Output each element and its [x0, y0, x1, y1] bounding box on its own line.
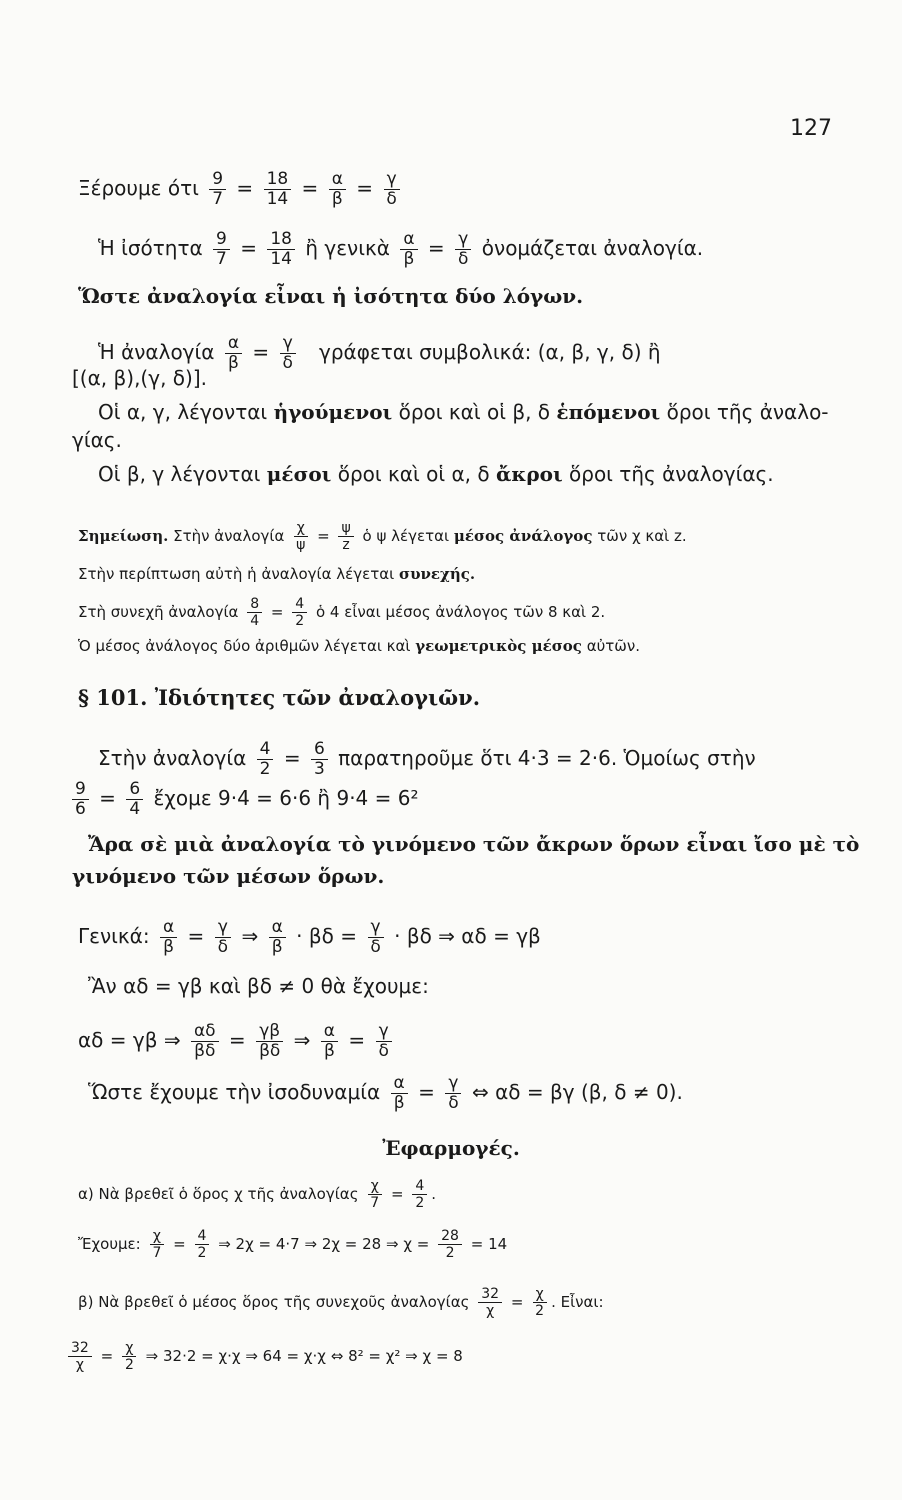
text-run: ⇒	[241, 924, 259, 948]
line-leading-terms	[98, 400, 829, 424]
fraction-denominator: 2	[535, 1303, 545, 1319]
text-run: β) Νὰ βρεθεῖ ὁ μέσος ὅρος τῆς συνεχοῦς ἀναλογίας	[78, 1293, 470, 1311]
text-run: = 14	[470, 1235, 508, 1253]
fraction-denominator: δ	[378, 1041, 389, 1061]
fraction-numerator: γ	[455, 230, 471, 250]
text-run: γεωμετρικὸς μέσος	[415, 637, 582, 655]
application-a-solution: Ἔχουμε: $\frac{\chi}{7}$ = $\frac{4}{2}$ ⇒ 2χ = 4·7 ⇒ 2χ = 28 ⇒ χ = $\frac{28}{2}$ = 14	[78, 1228, 508, 1261]
text-run: συνεχής.	[399, 565, 476, 583]
fraction-numerator: 32	[478, 1286, 502, 1303]
fraction	[455, 230, 471, 269]
fraction-numerator: 4	[195, 1228, 210, 1245]
text-run: .	[431, 1185, 437, 1203]
text-run: . Εἶναι:	[551, 1293, 604, 1311]
fraction-numerator: γ	[368, 918, 384, 938]
fraction-denominator: β	[163, 937, 174, 957]
fraction	[160, 918, 177, 957]
fraction	[264, 170, 292, 209]
fraction-numerator: α	[225, 334, 242, 354]
definition-statement: Ὥστε ἀναλογία εἶναι ἡ ἰσότητα δύο λόγων.	[78, 284, 584, 308]
fraction	[391, 1074, 408, 1113]
text-run: ὅροι τῆς ἀναλογίας.	[569, 462, 774, 486]
section-heading: § 101. Ἰδιότητες τῶν ἀναλογιῶν.	[78, 685, 481, 710]
fraction-denominator: 4	[129, 799, 141, 819]
fraction-denominator: z	[342, 537, 350, 553]
text-run: Στὴν ἀναλογία	[173, 527, 285, 545]
text-run: ἑπόμενοι	[556, 400, 661, 424]
line-equivalence: Ὥστε ἔχουμε τὴν ἰσοδυναμία $\frac{\alpha}{\beta}$ = $\frac{\gamma}{\delta}$ ⇔ αδ = βγ (β, δ ≠ 0).	[88, 1073, 683, 1113]
fraction-numerator: 32	[68, 1340, 92, 1357]
text-run: ὅροι τῆς ἀναλο-	[666, 400, 829, 424]
fraction-denominator: 2	[197, 1245, 207, 1261]
application-b-solution: $\frac{32}{\chi}$ = $\frac{\chi}{2}$ ⇒ 32·2 = χ·χ ⇒ 64 = χ·χ ⇔ 8² = χ² ⇒ χ = 8	[64, 1340, 463, 1373]
fraction	[122, 1340, 137, 1373]
fraction-numerator: χ	[368, 1178, 382, 1195]
fraction	[72, 780, 89, 819]
fraction	[209, 170, 226, 209]
fraction-denominator: δ	[458, 249, 469, 269]
fraction-denominator: 4	[250, 613, 260, 629]
fraction	[280, 334, 296, 373]
line-continuous-example: Στὴ συνεχῆ ἀναλογία $\frac{8}{4}$ = $\frac{4}{2}$ ὁ 4 εἶναι μέσος ἀνάλογος τῶν 8 καὶ 2.	[78, 596, 606, 629]
fraction	[68, 1340, 92, 1373]
fraction-numerator: γ	[280, 334, 296, 354]
fraction	[383, 170, 399, 209]
fraction-numerator: 18	[267, 230, 295, 250]
fraction-denominator: 6	[75, 799, 86, 819]
text-run: · βδ =	[296, 924, 357, 948]
text-run: παρατηροῦμε ὅτι 4·3 = 2·6. Ὁμοίως στὴν	[338, 746, 756, 770]
fraction	[400, 230, 417, 269]
fraction-numerator: α	[321, 1022, 338, 1042]
text-run: ἄκροι	[495, 462, 563, 486]
fraction	[311, 740, 328, 779]
text-run: Ἔχουμε:	[78, 1235, 141, 1253]
fraction-denominator: 7	[370, 1195, 380, 1211]
property-statement: Ἄρα σὲ μιὰ ἀναλογία τὸ γινόμενο τῶν ἄκρων ὅρων εἶναι ἴσο μὲ τὸ	[88, 832, 860, 856]
fraction-numerator: γ	[384, 170, 400, 190]
fraction-denominator: 2	[415, 1195, 425, 1211]
fraction-numerator: γβ	[256, 1022, 283, 1042]
applications-heading: Ἐφαρμογές.	[382, 1136, 520, 1160]
fraction-denominator: β	[403, 249, 415, 269]
text-run: Οἱ β, γ λέγονται	[98, 462, 261, 486]
fraction-denominator: χ	[75, 1357, 84, 1373]
fraction-denominator: 2	[124, 1357, 134, 1373]
text-run: Ξέρουμε ότι	[78, 176, 199, 200]
text-run: Ὥστε ἔχουμε τὴν ἰσοδυναμία	[88, 1080, 381, 1104]
text-run: Οἱ α, γ, λέγονται	[98, 400, 268, 424]
fraction-denominator: β	[271, 937, 283, 957]
text-run: Στὴν περίπτωση αὐτὴ ἡ ἀναλογία λέγεται	[78, 565, 395, 583]
fraction	[267, 230, 295, 269]
page-number: 127	[790, 116, 832, 141]
text-run: ⇒ 2χ = 4·7 ⇒ 2χ = 28 ⇒ χ =	[218, 1235, 430, 1253]
line-known-fractions: Ξέρουμε ότι $\frac{9}{7}$ = $\frac{18}{14}$ = $\frac{\alpha}{\beta}$ = $\frac{\gamma}{\delta}$	[78, 170, 404, 209]
fraction	[213, 230, 230, 269]
line-middle-terms	[98, 462, 774, 486]
fraction	[149, 1228, 164, 1261]
fraction-numerator: αδ	[191, 1022, 219, 1042]
fraction-denominator: ψ	[296, 537, 306, 553]
text-run: Στὴν ἀναλογία	[98, 746, 247, 770]
text-run: ἡγούμενοι	[273, 400, 393, 424]
text-run: τῶν χ καὶ z.	[597, 527, 687, 545]
fraction	[126, 780, 143, 819]
fraction-denominator: δ	[217, 937, 229, 957]
fraction-numerator: χ	[122, 1340, 136, 1357]
line-equality-definition: Ἡ ἰσότητα $\frac{9}{7}$ = $\frac{18}{14}$ ἢ γενικὰ $\frac{\alpha}{\beta}$ = $\frac{\gamma}{\delta}$ ὀνομάζεται ἀναλογία.	[98, 229, 704, 269]
fraction	[367, 918, 383, 957]
text-run: Ἡ ἀναλογία	[98, 340, 215, 364]
fraction-numerator: α	[400, 230, 417, 250]
fraction-numerator: 9	[209, 170, 226, 190]
text-run: · βδ ⇒ αδ = γβ	[394, 924, 541, 948]
fraction-numerator: α	[160, 918, 177, 938]
fraction-numerator: α	[269, 918, 286, 938]
application-b-question: β) Νὰ βρεθεῖ ὁ μέσος ὅρος τῆς συνεχοῦς ἀναλογίας $\frac{32}{\chi}$ = $\frac{\chi}{2}$ . Εἶναι:	[78, 1286, 604, 1319]
fraction-denominator: β	[331, 189, 343, 209]
line-converse-condition: Ἂν αδ = γβ καὶ βδ ≠ 0 θὰ ἔχουμε:	[88, 974, 429, 998]
text-run: Ἡ ἰσότητα	[98, 236, 203, 260]
fraction-denominator: β	[228, 353, 239, 373]
text-run: ⇒	[293, 1028, 311, 1052]
text-run: μέσος ἀνάλογος	[453, 527, 593, 545]
fraction	[329, 170, 346, 209]
text-run: Στὴ συνεχῆ ἀναλογία	[78, 603, 239, 621]
property-statement-continued: γινόμενο τῶν μέσων ὅρων.	[72, 864, 385, 888]
fraction-denominator: δ	[282, 353, 293, 373]
text-run: ὅροι καὶ οἱ β, δ	[398, 400, 551, 424]
text-run: ⇔ αδ = βγ (β, δ ≠ 0).	[472, 1080, 683, 1104]
fraction	[321, 1022, 338, 1061]
fraction	[532, 1286, 547, 1319]
fraction-denominator: δ	[448, 1093, 459, 1113]
text-run: ὀνομάζεται ἀναλογία.	[481, 236, 704, 260]
line-converse-derivation: αδ = γβ ⇒ $\frac{\alpha\delta}{\beta\delta}$ = $\frac{\gamma\beta}{\beta\delta}$ ⇒ $\frac{\alpha}{\beta}$ = $\frac{\gamma}{\delta}$	[78, 1022, 396, 1061]
fraction-numerator: ψ	[338, 520, 353, 537]
fraction	[376, 1022, 392, 1061]
line-symbolic-notation: Ἡ ἀναλογία $\frac{\alpha}{\beta}$ = $\frac{\gamma}{\delta}$ γράφεται συμβολικά: (α, β, γ, δ) ἢ	[98, 333, 661, 373]
fraction-numerator: 8	[247, 596, 262, 613]
text-run: ὅροι καὶ οἱ α, δ	[337, 462, 490, 486]
fraction	[367, 1178, 382, 1211]
fraction-numerator: 4	[412, 1178, 427, 1195]
fraction-denominator: βδ	[194, 1041, 216, 1061]
text-run: Γενικά:	[78, 924, 150, 948]
text-run: μέσοι	[266, 462, 332, 486]
line-continuation: γίας.	[72, 428, 122, 452]
line-pair-notation: [(α, β),(γ, δ)].	[72, 366, 207, 390]
text-run: αὐτῶν.	[586, 637, 640, 655]
fraction-numerator: 18	[264, 170, 292, 190]
fraction	[256, 1022, 283, 1061]
line-property-example: Στὴν ἀναλογία $\frac{4}{2}$ = $\frac{6}{3}$ παρατηροῦμε ὅτι 4·3 = 2·6. Ὁμοίως στὴν	[98, 739, 756, 779]
text-run: ὁ 4 εἶναι μέσος ἀνάλογος τῶν 8 καὶ 2.	[315, 603, 606, 621]
fraction	[478, 1286, 502, 1319]
fraction-denominator: 7	[212, 189, 224, 209]
fraction-denominator: 14	[270, 249, 292, 269]
fraction-numerator: χ	[533, 1286, 547, 1303]
fraction	[293, 520, 308, 553]
fraction-denominator: 2	[259, 759, 271, 779]
fraction-numerator: γ	[376, 1022, 392, 1042]
fraction-denominator: βδ	[259, 1041, 281, 1061]
text-run: Ὁ μέσος ἀνάλογος δύο ἀριθμῶν λέγεται καὶ	[78, 637, 411, 655]
fraction	[445, 1074, 461, 1113]
fraction	[215, 918, 231, 957]
fraction-denominator: 3	[313, 759, 325, 779]
fraction-numerator: 9	[213, 230, 230, 250]
fraction	[438, 1228, 462, 1261]
text-run: ὁ ψ λέγεται	[362, 527, 450, 545]
line-continuous-proportion	[78, 562, 475, 586]
fraction-denominator: 7	[152, 1245, 162, 1261]
fraction	[412, 1178, 427, 1211]
text-run: ⇒ 32·2 = χ·χ ⇒ 64 = χ·χ ⇔ 8² = χ² ⇒ χ = 8	[145, 1347, 463, 1365]
fraction	[338, 520, 353, 553]
line-geometric-mean	[78, 634, 640, 658]
fraction-denominator: 2	[295, 613, 305, 629]
fraction	[225, 334, 242, 373]
fraction-numerator: 6	[126, 780, 143, 800]
text-run: α) Νὰ βρεθεῖ ὁ ὅρος χ τῆς ἀναλογίας	[78, 1185, 359, 1203]
text-run: ἢ γενικὰ	[305, 236, 390, 260]
line-property-second-example: $\frac{9}{6}$ = $\frac{6}{4}$ ἔχομε 9·4 = 6·6 ἢ 9·4 = 6²	[68, 780, 419, 819]
fraction-numerator: 9	[72, 780, 89, 800]
fraction	[292, 596, 307, 629]
fraction-numerator: 4	[257, 740, 274, 760]
fraction-numerator: α	[391, 1074, 408, 1094]
fraction-numerator: 4	[292, 596, 307, 613]
fraction	[257, 740, 274, 779]
fraction-denominator: 7	[216, 249, 227, 269]
fraction-numerator: γ	[445, 1074, 461, 1094]
fraction-numerator: α	[329, 170, 346, 190]
fraction-denominator: δ	[386, 189, 397, 209]
line-general-derivation: Γενικά: $\frac{\alpha}{\beta}$ = $\frac{\gamma}{\delta}$ ⇒ $\frac{\alpha}{\beta}$ · βδ = $\frac{\gamma}{\delta}$ · βδ ⇒ αδ = γβ	[78, 917, 541, 957]
fraction-denominator: β	[323, 1041, 335, 1061]
fraction	[247, 596, 262, 629]
fraction-denominator: 14	[266, 189, 289, 209]
fraction	[195, 1228, 210, 1261]
fraction-denominator: χ	[486, 1303, 495, 1319]
fraction-numerator: χ	[294, 520, 308, 537]
note-mean-proportional: Σημείωση. Στὴν ἀναλογία $\frac{\chi}{\psi}$ = $\frac{\psi}{z}$ ὁ ψ λέγεται μέσος ἀνάλογος τῶν χ καὶ z.	[78, 520, 687, 553]
fraction	[269, 918, 286, 957]
fraction-denominator: 2	[445, 1245, 455, 1261]
fraction-denominator: β	[393, 1093, 405, 1113]
fraction-numerator: γ	[215, 918, 231, 938]
text-run: ἔχομε 9·4 = 6·6 ἢ 9·4 = 6²	[153, 786, 419, 810]
fraction-numerator: 28	[438, 1228, 462, 1245]
text-run: Σημείωση.	[78, 527, 169, 545]
fraction-numerator: 6	[311, 740, 328, 760]
fraction-numerator: χ	[150, 1228, 164, 1245]
fraction-denominator: δ	[370, 937, 381, 957]
text-run: γράφεται συμβολικά: (α, β, γ, δ) ἢ	[319, 340, 661, 364]
application-a-question: α) Νὰ βρεθεῖ ὁ ὅρος χ τῆς ἀναλογίας $\frac{\chi}{7}$ = $\frac{4}{2}$ .	[78, 1178, 437, 1211]
fraction	[191, 1022, 219, 1061]
text-run: αδ = γβ ⇒	[78, 1028, 181, 1052]
